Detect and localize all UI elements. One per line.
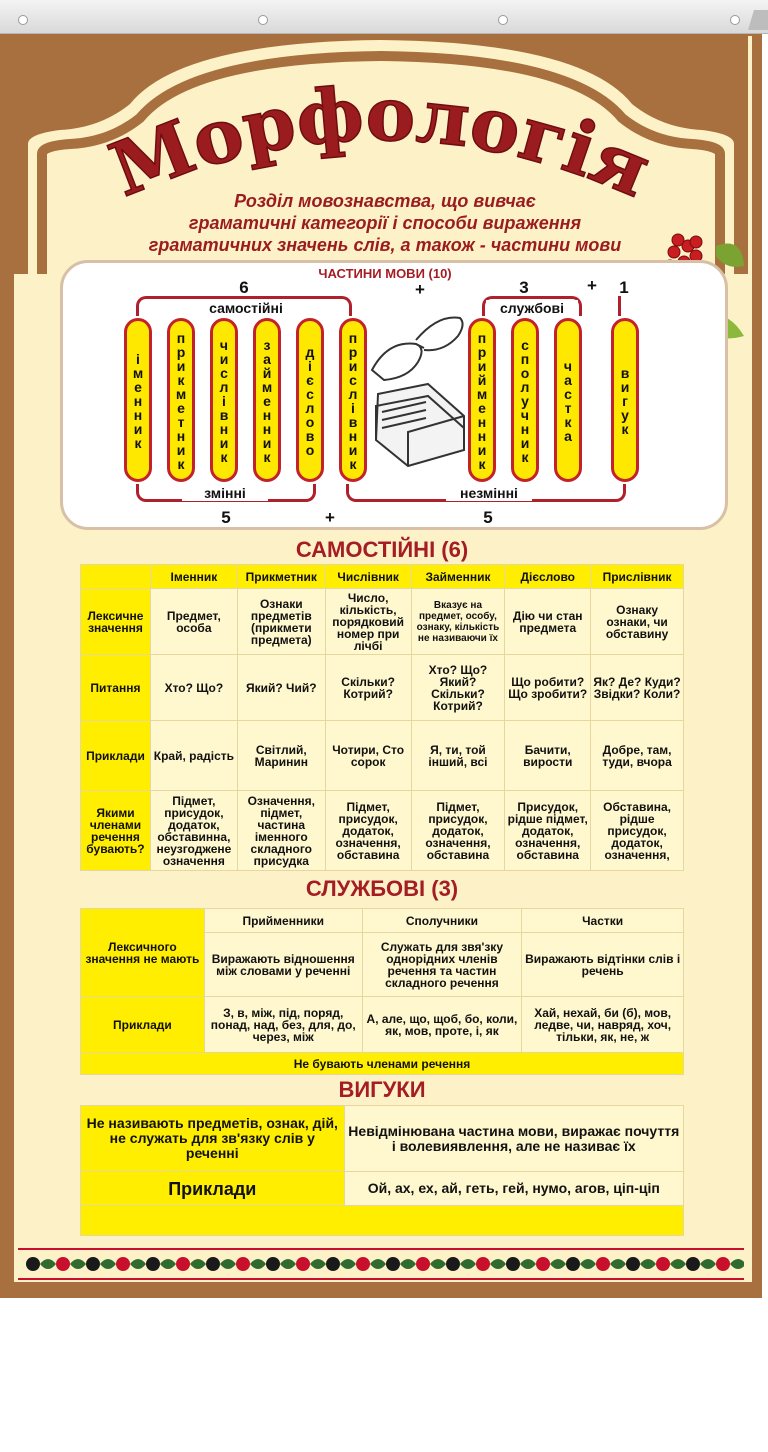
- row-label: Приклади: [81, 721, 151, 791]
- table-cell: Ознаки предметів (прикмети предмета): [237, 589, 325, 655]
- section-title-samostiini: САМОСТІЙНІ (6): [295, 537, 469, 562]
- label-samostiini: самостійні: [196, 300, 296, 316]
- table-cell: Служать для звя'зку однорідних членів речення та частин складного речення: [362, 933, 522, 997]
- count-vyhuk: 1: [619, 278, 629, 297]
- ornament-flower: [266, 1257, 280, 1271]
- ornament-flower: [506, 1257, 520, 1271]
- hanging-rail: [0, 0, 768, 34]
- ornament-flower: [446, 1257, 460, 1271]
- row-label: Приклади: [81, 1172, 345, 1206]
- rail-hole: [498, 15, 508, 25]
- table-cell: Хто? Що?: [150, 655, 237, 721]
- table-cell: Світлий, Маринин: [237, 721, 325, 791]
- pill-dieslovo: дієслово: [296, 318, 324, 482]
- table-cell: Ознаку ознаки, чи обставину: [591, 589, 684, 655]
- table-cell: Що робити? Що зробити?: [505, 655, 591, 721]
- table-corner: [81, 565, 151, 589]
- parts-heading: ЧАСТИНИ МОВИ (10): [318, 266, 452, 281]
- count-zminni: 5: [221, 508, 231, 527]
- ornament-flower: [176, 1257, 190, 1271]
- table-row: [81, 997, 684, 1053]
- table-row: [81, 1106, 684, 1172]
- column-header: Прикметник: [237, 565, 325, 589]
- table-cell: Я, ти, той інший, всі: [411, 721, 505, 791]
- table-cell: Хай, нехай, би (б), мов, ледве, чи, навряд, хоч, тільки, як, не, ж: [522, 997, 684, 1053]
- ornament-flower: [536, 1257, 550, 1271]
- ornament-flower: [116, 1257, 130, 1271]
- table-cell: Виражають відтінки слів і речень: [522, 933, 684, 997]
- pill-pryimennyk: прийменник: [468, 318, 496, 482]
- column-header: Займенник: [411, 565, 505, 589]
- table-row: [81, 721, 684, 791]
- rail-hole: [258, 15, 268, 25]
- ornament-line: [18, 1278, 744, 1280]
- subtitle-line: граматичних значень слів, а також - частини мови: [148, 235, 622, 255]
- column-header: Числівник: [325, 565, 411, 589]
- ornament-flower: [86, 1257, 100, 1271]
- table-cell: Хто? Що? Який? Скільки? Котрий?: [411, 655, 505, 721]
- table-vyhuky: [80, 1105, 684, 1236]
- table-cell: Підмет, присудок, додаток, обставинна, неузгоджене означення: [150, 791, 237, 871]
- table-footer: Не бувають членами речення: [81, 1053, 684, 1075]
- ornament-flower: [236, 1257, 250, 1271]
- table-cell: Ой, ах, ех, ай, геть, гей, нумо, агов, ціп-ціп: [344, 1172, 683, 1206]
- label-zminni: змінні: [182, 485, 268, 501]
- table-cell: Дію чи стан предмета: [505, 589, 591, 655]
- pill-spoluchnyk: сполучник: [511, 318, 539, 482]
- table-cell: Присудок, рідше підмет, додаток, означення, обставина: [505, 791, 591, 871]
- label-sluzhbovi: службові: [486, 300, 578, 316]
- rail-hole: [730, 15, 740, 25]
- table-cell: А, але, що, щоб, бо, коли, як, мов, проте, і, як: [362, 997, 522, 1053]
- table-cell: Невідмінювана частина мови, виражає почуття і волевиявлення, але не називає їх: [344, 1106, 683, 1172]
- row-label: Якими членами речення бувають?: [81, 791, 151, 871]
- table-samostiini: [80, 564, 684, 871]
- plus-sign: +: [325, 508, 335, 527]
- table-cell: Вказує на предмет, особу, ознаку, кількість не називаючи їх: [411, 589, 505, 655]
- ornament-flower: [26, 1257, 40, 1271]
- column-header: Прислівник: [591, 565, 684, 589]
- row-label: Питання: [81, 655, 151, 721]
- embroidery-ornament: [18, 1246, 744, 1282]
- svg-text:Морфологія: Морфологія: [99, 71, 662, 215]
- count-nezminni: 5: [483, 508, 493, 527]
- column-header: Сполучники: [362, 909, 522, 933]
- subtitle-line: Розділ мовознавства, що вивчає: [234, 191, 536, 211]
- table-cell: Чотири, Сто сорок: [325, 721, 411, 791]
- pill-chyslivnyk: числівник: [210, 318, 238, 482]
- row-label: Приклади: [81, 997, 205, 1053]
- column-header: Прийменники: [204, 909, 362, 933]
- ornament-flower: [296, 1257, 310, 1271]
- pill-chastka: частка: [554, 318, 582, 482]
- rail-end: [748, 10, 768, 30]
- ornament-flower: [566, 1257, 580, 1271]
- column-header: Іменник: [150, 565, 237, 589]
- ornament-flower: [356, 1257, 370, 1271]
- table-row: [81, 589, 684, 655]
- table-cell: Підмет, присудок, додаток, означення, обставина: [411, 791, 505, 871]
- ornament-flower: [686, 1257, 700, 1271]
- count-samostiini: 6: [239, 278, 249, 297]
- row-label: Не називають предметів, ознак, дій, не служать для зв'язку слів у реченні: [81, 1106, 345, 1172]
- table-cell: Обставина, рідше присудок, додаток, означення,: [591, 791, 684, 871]
- table-cell: Добре, там, туди, вчора: [591, 721, 684, 791]
- ornament-flower: [416, 1257, 430, 1271]
- label-nezminni: незмінні: [446, 485, 532, 501]
- ornament-flower: [596, 1257, 610, 1271]
- ornament-flower: [146, 1257, 160, 1271]
- row-label: Лексичне значення: [81, 589, 151, 655]
- pill-pryslivnyk: прислівник: [339, 318, 367, 482]
- rail-hole: [18, 15, 28, 25]
- row-label: Лексичного значення не мають: [81, 909, 205, 997]
- table-cell: Число, кількість, порядковий номер при лічбі: [325, 589, 411, 655]
- table-cell: Як? Де? Куди? Звідки? Коли?: [591, 655, 684, 721]
- book-and-glasses-illustration: [368, 300, 468, 476]
- plus-sign: +: [587, 276, 597, 295]
- table-row: [81, 1172, 684, 1206]
- ornament-flower: [656, 1257, 670, 1271]
- table-row: [81, 655, 684, 721]
- table-cell: Скільки? Котрий?: [325, 655, 411, 721]
- column-header: Частки: [522, 909, 684, 933]
- column-header: Дієслово: [505, 565, 591, 589]
- bracket-vyhuk: [618, 296, 628, 316]
- table-cell: Виражають відношення між словами у реченні: [204, 933, 362, 997]
- table-cell: З, в, між, під, поряд, понад, над, без, для, до, через, між: [204, 997, 362, 1053]
- section-title-vyhuky: ВИГУКИ: [338, 1077, 426, 1102]
- pill-zaimennyk: займенник: [253, 318, 281, 482]
- table-footer-empty: [81, 1206, 684, 1236]
- table-cell: Бачити, вирости: [505, 721, 591, 791]
- ornament-line: [18, 1248, 744, 1250]
- table-cell: Який? Чий?: [237, 655, 325, 721]
- table-cell: Означення, підмет, частина іменного складного присудка: [237, 791, 325, 871]
- ornament-flower: [626, 1257, 640, 1271]
- section-title-sluzhbovi: СЛУЖБОВІ (3): [305, 876, 459, 901]
- table-cell: Край, радість: [150, 721, 237, 791]
- table-cell: Предмет, особа: [150, 589, 237, 655]
- ornament-flower: [56, 1257, 70, 1271]
- plus-sign: +: [415, 280, 425, 299]
- count-sluzhbovi: 3: [519, 278, 529, 297]
- ornament-flower: [206, 1257, 220, 1271]
- ornament-flower: [386, 1257, 400, 1271]
- pill-imennyk: іменник: [124, 318, 152, 482]
- table-cell: Підмет, присудок, додаток, означення, обставина: [325, 791, 411, 871]
- ornament-flower: [716, 1257, 730, 1271]
- subtitle-line: граматичні категорії і способи вираження: [188, 213, 582, 233]
- pill-vyhuk: вигук: [611, 318, 639, 482]
- ornament-flower: [326, 1257, 340, 1271]
- table-sluzhbovi: [80, 908, 684, 1075]
- pill-prykmetnyk: прикметник: [167, 318, 195, 482]
- ornament-flower: [476, 1257, 490, 1271]
- table-row: [81, 791, 684, 871]
